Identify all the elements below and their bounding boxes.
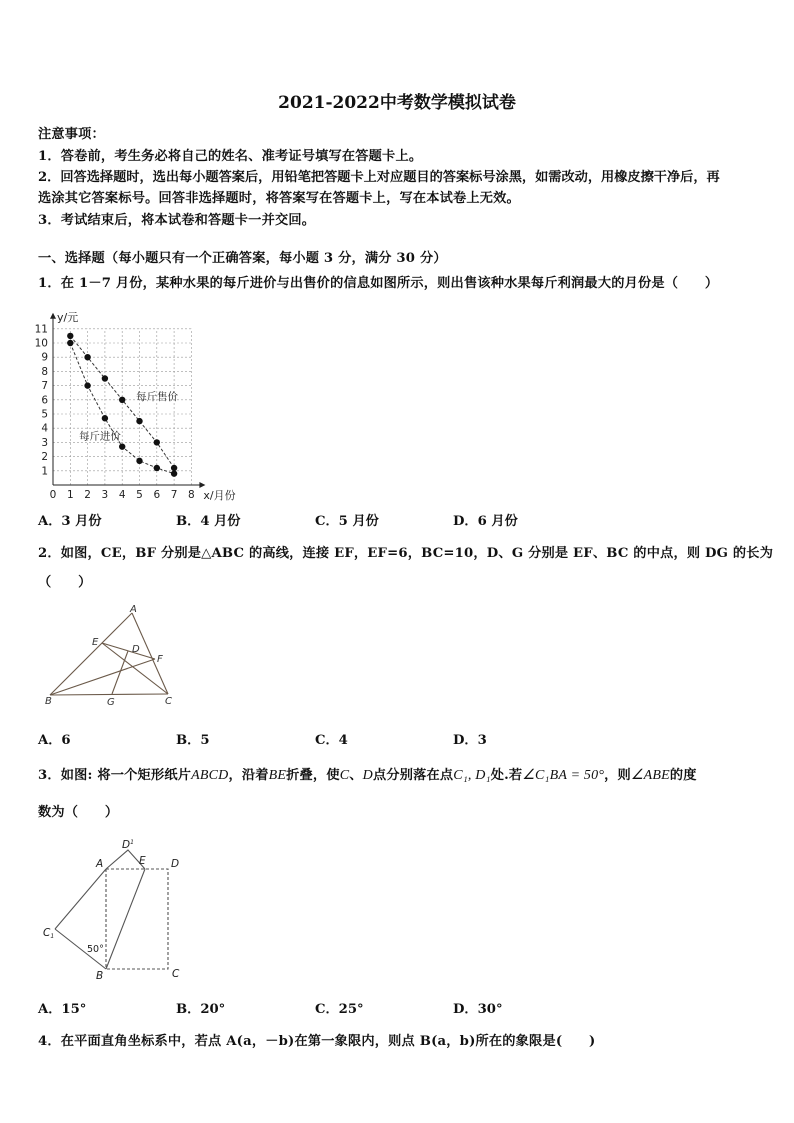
data-point	[136, 458, 142, 464]
q2-label-f: F	[157, 654, 163, 665]
q2-option-a[interactable]: A．6	[38, 733, 71, 748]
q2-figure-lines	[50, 613, 168, 695]
q2-label-g: G	[107, 697, 115, 708]
q3-label-b: B	[96, 970, 104, 982]
q3-var-angle-abe: ∠ABE	[630, 768, 670, 783]
q3-var-angle-c1ba: ∠C₁BA = 50°	[522, 768, 605, 783]
q3-text-1: 3．如图: 将一个矩形纸片	[38, 768, 192, 783]
q2-label-e: E	[92, 637, 99, 648]
series-label: 每斤售价	[136, 390, 179, 403]
page-title: 2021-2022中考数学模拟试卷	[278, 93, 516, 113]
q3-text-5: 点分别落在点	[372, 768, 454, 783]
x-axis-arrow	[199, 482, 205, 488]
data-point	[102, 415, 108, 421]
x-axis-label: x/月份	[203, 489, 236, 502]
q3-label-c1	[43, 927, 54, 940]
x-tick-label: 2	[84, 489, 91, 501]
section-heading: 一、选择题（每小题只有一个正确答案，每小题 3 分，满分 30 分）	[38, 251, 447, 266]
q3-text-2: ，沿着	[228, 768, 269, 783]
y-tick-label: 5	[41, 408, 48, 421]
data-point	[154, 465, 160, 471]
q3-text-4: 、	[349, 768, 363, 783]
q3-angle-label: 50°	[87, 944, 104, 955]
data-point	[67, 340, 73, 346]
q3-option-b[interactable]: B．20°	[176, 1002, 226, 1017]
q3-option-c[interactable]: C．25°	[315, 1002, 364, 1017]
q2-label-d: D	[132, 644, 140, 655]
x-tick-label: 7	[170, 489, 178, 501]
q3-var-c: C	[339, 768, 350, 783]
x-tick-label: 5	[136, 489, 143, 501]
data-point	[171, 470, 177, 476]
q3-label-c1-letter: C	[43, 927, 51, 939]
q3-text-8: 的度	[669, 768, 697, 783]
y-tick-label: 6	[41, 394, 48, 407]
q3-label-a: A	[96, 858, 104, 870]
x-tick-label: 0	[49, 489, 57, 501]
x-tick-label: 1	[66, 489, 74, 501]
y-axis-label: y/元	[57, 310, 79, 324]
q3-option-d[interactable]: D．30°	[453, 1002, 503, 1017]
q3-rectangle-figure	[38, 836, 188, 986]
y-tick-label: 1	[41, 465, 48, 478]
q2-option-b[interactable]: B．5	[176, 733, 210, 748]
q1-chart	[30, 295, 250, 505]
q3-var-d: D	[362, 768, 373, 783]
q1-option-a[interactable]: A．3 月份	[38, 514, 102, 529]
q2-label-b: B	[45, 696, 52, 707]
y-axis-arrow	[50, 313, 56, 319]
notice-item-1: 1．答卷前，考生务必将自己的姓名、准考证号填写在答题卡上。	[38, 149, 423, 164]
notice-item-3: 3．考试结束后，将本试卷和答题卡一并交回。	[38, 213, 316, 228]
notice-item-2-line-2: 选涂其它答案标号。回答非选择题时，将答案写在答题卡上，写在本试卷上无效。	[38, 191, 520, 206]
q3-text-7: ，则	[604, 768, 631, 783]
q3-label-c: C	[172, 968, 180, 980]
q2-label-a: A	[130, 604, 137, 615]
q2-stem-line-1: 2．如图，CE，BF 分别是△ABC 的高线，连接 EF，EF=6，BC=10，D、G 分别是 EF、BC 的中点，则 DG 的长为	[38, 546, 774, 561]
y-tick-label: 4	[41, 422, 48, 435]
q2-stem-line-2: （ ）	[38, 575, 92, 590]
q1-option-c[interactable]: C．5 月份	[315, 514, 379, 529]
segment-ab	[50, 613, 132, 695]
x-tick-label: 6	[153, 489, 161, 501]
q1-stem: 1．在 1－7 月份，某种水果的每斤进价与出售价的信息如图所示，则出售该种水果每斤利润最大的月份是（ ）	[38, 276, 719, 291]
data-point	[67, 333, 73, 339]
x-tick-label: 4	[118, 489, 126, 501]
y-tick-label: 7	[41, 380, 48, 393]
notice-item-2-line-1: 2．回答选择题时，选出每小题答案后，用铅笔把答题卡上对应题目的答案标号涂黑，如需改动，用橡皮擦干净后，再	[38, 170, 720, 185]
segment-bf	[50, 659, 155, 695]
q3-label-d1-letter: D	[122, 839, 131, 851]
y-tick-label: 2	[41, 451, 48, 464]
segment-be	[106, 869, 145, 969]
data-point	[119, 443, 125, 449]
y-tick-label: 8	[41, 365, 48, 378]
y-tick-label: 3	[41, 436, 48, 449]
series-label: 每斤进价	[78, 430, 121, 443]
segment-bc	[50, 694, 168, 695]
x-tick-label: 3	[101, 489, 109, 501]
data-point	[136, 418, 142, 424]
x-tick-label: 8	[188, 489, 195, 501]
q3-label-d1-sub: 1	[130, 839, 134, 846]
q1-option-b[interactable]: B．4 月份	[176, 514, 241, 529]
data-point	[171, 465, 177, 471]
q2-label-c: C	[165, 696, 172, 707]
q3-stem-line-2: 数为（ ）	[38, 805, 119, 820]
y-tick-label: 11	[34, 323, 48, 336]
q3-label-c1-sub: 1	[50, 933, 55, 940]
q3-label-e: E	[139, 855, 146, 867]
q2-option-c[interactable]: C．4	[315, 733, 348, 748]
q3-var-be: BE	[268, 768, 287, 783]
data-point	[84, 382, 90, 388]
q3-var-c1-d1: C₁, D₁	[453, 768, 491, 783]
data-point	[119, 397, 125, 403]
segment-a-c1	[55, 869, 106, 929]
q3-option-a[interactable]: A．15°	[38, 1002, 87, 1017]
segment-ef	[102, 643, 155, 659]
y-tick-label: 10	[34, 337, 48, 350]
q2-triangle-figure	[40, 603, 190, 708]
notice-heading: 注意事项：	[38, 127, 105, 142]
q3-text-6: 处.若	[490, 768, 523, 783]
q3-label-d: D	[171, 858, 180, 870]
q3-dashed-rectangle	[106, 869, 168, 969]
data-point	[102, 375, 108, 381]
q3-var-abcd: ABCD	[191, 768, 229, 783]
q1-option-d[interactable]: D．6 月份	[453, 514, 518, 529]
q4-stem: 4．在平面直角坐标系中，若点 A(a，－b)在第一象限内，则点 B(a，b)所在的象限是( )	[38, 1034, 596, 1049]
data-point	[154, 439, 160, 445]
q2-option-d[interactable]: D．3	[453, 733, 487, 748]
q3-text-3: 折叠，使	[286, 768, 340, 783]
y-tick-label: 9	[41, 351, 48, 364]
q3-label-d1	[122, 839, 134, 851]
data-point	[84, 354, 90, 360]
q3-stem-line-1	[38, 764, 697, 784]
